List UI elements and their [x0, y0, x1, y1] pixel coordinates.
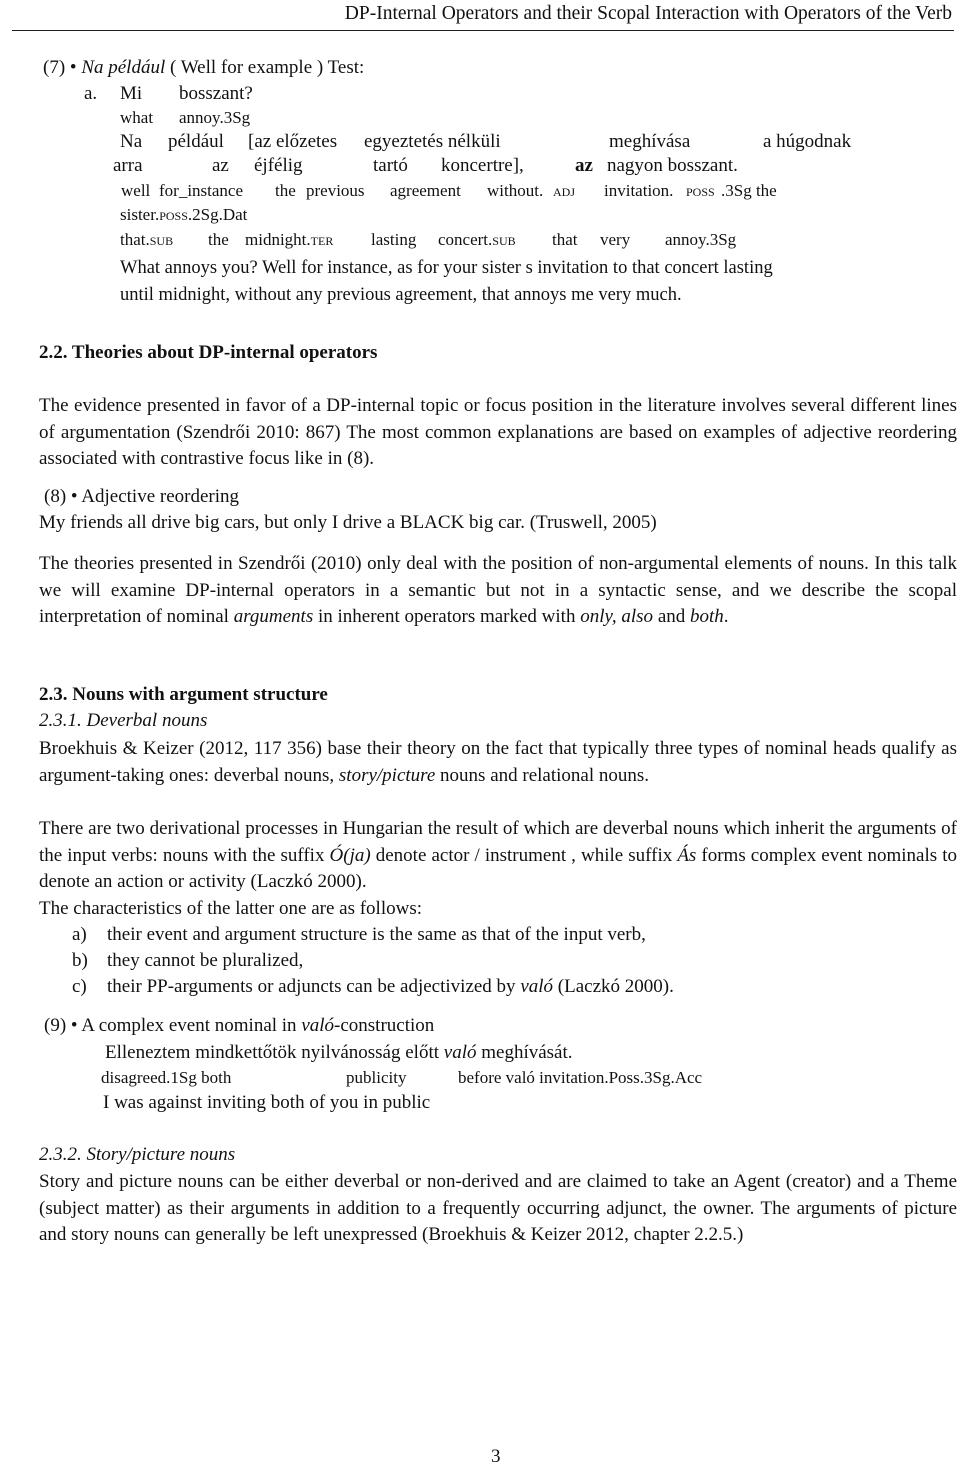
- text-run: denote actor / instrument , while suffix: [370, 844, 678, 866]
- gloss-word: that.: [120, 230, 150, 249]
- list-marker: c): [72, 976, 87, 997]
- gloss-word: agreement: [390, 181, 461, 200]
- text-run: -construction: [334, 1015, 435, 1036]
- example-9-translation: I was against inviting both of you in public: [103, 1092, 431, 1113]
- gloss-abbrev: poss: [686, 181, 715, 200]
- text-italic: való: [301, 1015, 335, 1036]
- hu-word-bold: az: [575, 155, 593, 176]
- gloss-abbrev: sub: [492, 230, 516, 249]
- hu-word: Na: [120, 131, 143, 152]
- gloss-word: without.: [487, 181, 544, 200]
- gloss-word: [438, 229, 516, 251]
- hu-word: például: [168, 131, 224, 152]
- text-run: in inherent operators marked with: [313, 606, 581, 627]
- paragraph: Story and picture nouns can be either deverbal or non-derived and are claimed to take an Agent (creator) and a Theme (subject matter) as their arguments in addition to a frequently occurring adjunct, the owner. The arguments of picture and story nouns can generally be left unexpressed (Broekhuis & Keizer 2012, chapter 2.2.5.): [39, 1171, 957, 1245]
- gloss-abbrev: ter: [310, 230, 334, 249]
- hu-word: egyeztetés nélküli: [364, 131, 501, 152]
- bullet-icon: •: [69, 57, 77, 78]
- example-number: (9): [44, 1015, 67, 1036]
- text-italic: both: [690, 606, 724, 627]
- text-italic: való: [520, 976, 554, 997]
- example-8-label: [44, 486, 239, 508]
- gloss-word: the: [208, 230, 229, 249]
- gloss-word: invitation.: [604, 181, 674, 200]
- hu-word: meghívása: [609, 131, 691, 152]
- text-run: and: [653, 606, 690, 627]
- hu-word: koncertre],: [441, 155, 524, 176]
- gloss-word: well: [121, 181, 151, 200]
- text-italic: only, also: [580, 606, 654, 627]
- list-marker: b): [72, 950, 88, 971]
- gloss-word: previous: [306, 181, 365, 200]
- translation-part: Well for instance, as for your sister s invitation to that concert lasting: [257, 258, 773, 278]
- example-number: (8): [44, 486, 67, 507]
- gloss-line: [120, 204, 247, 226]
- hu-word: éjfélig: [254, 155, 303, 176]
- list-marker: a): [72, 924, 87, 945]
- gloss-word: concert.: [438, 230, 493, 249]
- text-run: .: [723, 606, 729, 627]
- text-run: forms complex event nominals to denote an action or activity (Laczkó 2000).: [39, 844, 957, 892]
- example-8-text: My friends all drive big cars, but only I drive a BLACK big car. (Truswell, 2005): [39, 512, 657, 533]
- list-item: they cannot be pluralized,: [107, 950, 304, 971]
- text-italic: való: [443, 1042, 477, 1063]
- gloss-word: lasting: [371, 230, 417, 249]
- paragraph: [39, 816, 957, 896]
- hu-word: az: [212, 155, 229, 176]
- hu-word: tartó: [373, 155, 408, 176]
- gloss-word: annoy.3Sg: [665, 230, 737, 249]
- gloss-word: [120, 229, 173, 251]
- text-run: (Laczkó 2000).: [553, 976, 674, 997]
- gloss-word: .3Sg the: [721, 181, 777, 200]
- gloss-word: for_instance: [159, 181, 244, 200]
- section-heading-2-2: 2.2. Theories about DP-internal operators: [39, 342, 378, 363]
- page-number: 3: [491, 1446, 501, 1467]
- example-7a-marker: a.: [84, 83, 98, 104]
- subsection-heading-2-3-2: 2.3.2. Story/picture nouns: [39, 1144, 236, 1165]
- text-run: nouns and relational nouns.: [435, 764, 650, 786]
- example-9-hungarian: [105, 1042, 573, 1064]
- gloss-word: very: [600, 230, 631, 249]
- gloss-abbrev: adj: [553, 181, 576, 200]
- gloss-abbrev: poss: [159, 205, 188, 224]
- hu-word: [az előzetes: [248, 131, 338, 152]
- text-run: There are two derivational processes in Hungarian the result of which are deverbal nouns which inherit the arguments of the input verbs: nouns with the suffix: [39, 818, 957, 866]
- example-7-translation: [120, 257, 773, 279]
- text-run: Elleneztem mindkettőtök nyilvánosság előtt: [105, 1042, 444, 1063]
- text-italic: Ás: [677, 844, 697, 866]
- hu-word: nagyon bosszant.: [607, 155, 738, 176]
- gloss-abbrev: sub: [149, 230, 174, 249]
- bullet-icon: •: [70, 1015, 78, 1036]
- section-heading-2-3: 2.3. Nouns with argument structure: [39, 684, 328, 705]
- translation-part: What annoys you?: [120, 258, 258, 278]
- gloss-word: disagreed.1Sg both: [101, 1068, 232, 1087]
- gloss-word: midnight.: [245, 230, 311, 249]
- text-italic: arguments: [233, 606, 314, 627]
- example-9-label: [44, 1015, 434, 1037]
- hu-word: a húgodnak: [763, 131, 852, 152]
- text-italic: Ó(ja): [329, 844, 371, 866]
- bullet-icon: •: [70, 486, 78, 507]
- header-rule: [12, 30, 954, 31]
- text-run: meghívását.: [476, 1042, 573, 1063]
- paragraph: [39, 551, 957, 631]
- paragraph: The characteristics of the latter one are as follows:: [39, 898, 422, 919]
- paragraph: [39, 736, 957, 789]
- example-7-translation-cont: until midnight, without any previous agreement, that annoys me very much.: [120, 285, 682, 305]
- gloss-word: .2Sg.Dat: [187, 205, 248, 224]
- gloss-word: that: [552, 230, 578, 249]
- paragraph: The evidence presented in favor of a DP-internal topic or focus position in the literature involves several different lines of argumentation (Szendrői 2010: 867) The most common explanations are based on examples of adjective reordering associated with contrastive focus like in (8).: [39, 395, 957, 469]
- list-item: [107, 976, 674, 998]
- text-run: their PP-arguments or adjuncts can be adjectivized by: [107, 976, 521, 997]
- gloss-word: the: [275, 181, 296, 200]
- gloss-word: sister.: [120, 205, 160, 224]
- gloss-word: annoy.3Sg: [179, 108, 251, 127]
- example-title: Adjective reordering: [81, 486, 239, 507]
- gloss-word: what: [120, 108, 154, 127]
- list-item: their event and argument structure is the same as that of the input verb,: [107, 924, 646, 945]
- gloss-word: [245, 229, 333, 251]
- text-italic: story/picture: [338, 764, 436, 786]
- example-title-rest: ( Well for example ) Test:: [165, 57, 365, 78]
- subsection-heading-2-3-1: 2.3.1. Deverbal nouns: [39, 710, 208, 731]
- text-run: Broekhuis & Keizer (2012, 117 356) base their theory on the fact that typically three types of nominal heads qualify as argument-taking ones: deverbal nouns,: [39, 738, 957, 786]
- running-header: DP-Internal Operators and their Scopal Interaction with Operators of the Verb: [344, 3, 952, 24]
- example-title-italic: Na például: [81, 57, 166, 78]
- gloss-word: before való invitation.Poss.3Sg.Acc: [458, 1068, 703, 1087]
- text-run: The theories presented in Szendrői (2010) only deal with the position of non-argumental elements of nouns. In this talk we will examine DP-internal operators in a semantic but not in a syntactic sense, and we describe the scopal interpretation of nominal: [39, 553, 957, 627]
- hu-word: bosszant?: [179, 83, 253, 104]
- text-run: A complex event nominal in: [81, 1015, 302, 1036]
- gloss-word: publicity: [346, 1068, 407, 1087]
- hu-word: Mi: [120, 83, 143, 104]
- example-7-label: [43, 57, 364, 79]
- hu-word: arra: [113, 155, 143, 176]
- example-number: (7): [43, 57, 66, 78]
